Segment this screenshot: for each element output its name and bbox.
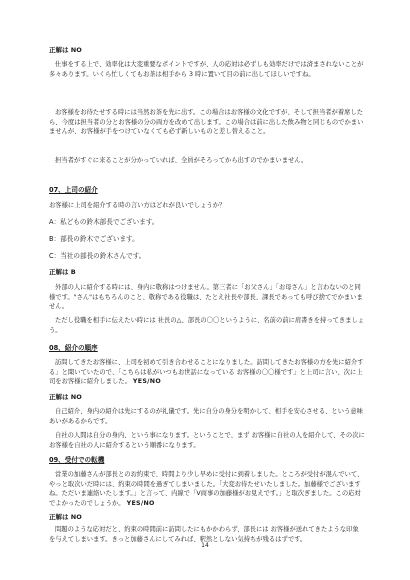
answer-label: 正解は NO — [49, 46, 82, 54]
section-title: 07、上司の紹介 — [49, 186, 98, 194]
paragraph: 自己紹介、身内の紹介は先にするのが礼儀です。先に自分の身分を明かして、相手を安心させる、という意味あいがあるからです。 — [49, 408, 363, 425]
answer-label: 正解は B — [49, 268, 76, 276]
paragraph: 自社の人間は自分の身内、という事になります。ということで、まず お客様に自社の人を紹介して、その次に お客様を自社の人に紹介するという順番になります。 — [49, 432, 365, 449]
question-body: 営業の加藤さんが部長とのお約束で、時間より少し早めに受付に到着しました。ところが受付が混んでいて、やっと取次いだ時には、約束の時間を過ぎてしまいました。「大変お待たせいたしました。加藤様でございますね。ただいま連絡いたします。」と言って、内線で「V商事の加藤様がお見えです。」と取次ぎました。この応対でよかったのでしょうか。 — [49, 471, 364, 507]
option-c: C：当社の部長の鈴木さんです。 — [49, 252, 146, 260]
paragraph: 仕事をする上で、効率化は大変重要なポイントですが、人の応対は必ずしも効率だけでは済まされないことが多々あります。いくら忙しくてもお茶は相手から 3 時に置いて目の前に出してほしいですね。 — [49, 61, 364, 78]
option-a: A：私どもの鈴木部長でございます。 — [49, 218, 159, 226]
option-b: B：部長の鈴木でございます。 — [49, 235, 139, 243]
page-number: 14 — [201, 542, 209, 549]
answer-label: 正解は NO — [49, 393, 82, 401]
yes-no-choice: YES/NO — [132, 378, 161, 386]
answer-label: 正解は NO — [49, 513, 82, 521]
question-text — [49, 358, 365, 387]
question-body: 訪問してきたお客様に、上司を初めて引き合わせることになりました。訪問してきたお客様の方を先に紹介する」と聞いていたので、「こちらは私がいつもお世話になっている お客様の〇〇様です」と上司に言い、次に上司をお客様に紹介しました。 — [49, 359, 364, 386]
paragraph: 担当者がすぐに来ることが分かっていれば、全員がそろってから出すのでかまいません。 — [55, 157, 308, 164]
section-title: 08、紹介の順序 — [49, 344, 98, 352]
paragraph: 外部の人に紹介する時には、身内に敬称はつけません。第三者に「お父さん」「お母さん」と言わないのと同様です。"さん"はもちろんのこと、敬称である役職は、たとえ社長や部長、課長であっても呼び捨てでかまいません。 — [49, 284, 363, 311]
yes-no-choice: YES/NO — [126, 499, 155, 507]
paragraph: 問題のような応対だと、約束の時間前に訪問したにもかかわらず、部長には お客様が送れてきたような印象を与えてしまいます。きっと加藤さんにしてみれば、釈然としない気持ちが残るはずです。 — [49, 526, 359, 543]
paragraph: ただし役職を相手に伝えたい時には 社長の△、部長の〇〇というように、名前の前に肩書きを持ってきましょう。 — [49, 317, 365, 334]
section-title: 09、受付での転機 — [49, 456, 105, 464]
question-text: お客様に上司を紹介する時の言い方はどれが良いでしょうか？ — [49, 202, 226, 209]
question-text — [49, 470, 365, 508]
paragraph: お客様をお待たせする時には当然お茶を先に出す。この場合はお客様の文化ですが、そして担当者が着席したら、今度は担当者の分とお客様の分の両方を改めて出します。この場合は前に出した飲み物と同じものでかまいませんが、お客様が手をつけていなくても必ず新しいものと差し替えること。 — [49, 109, 364, 136]
